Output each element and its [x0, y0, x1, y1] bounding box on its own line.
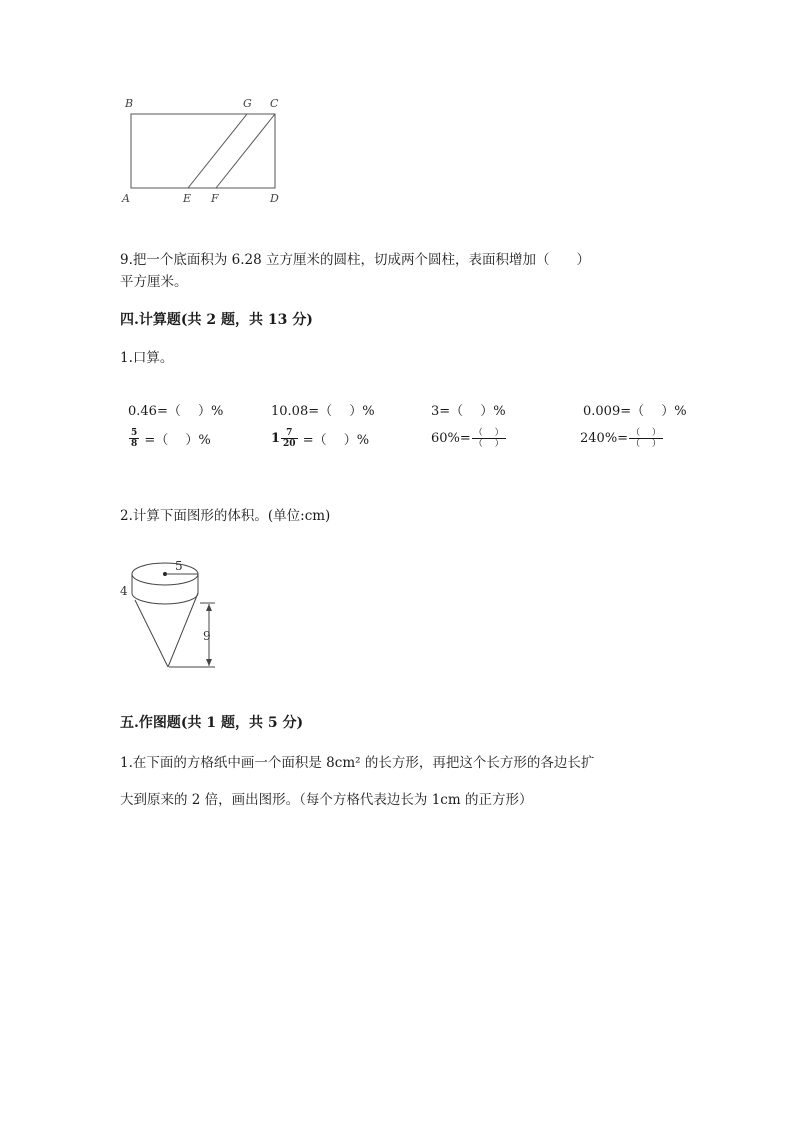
cylinder-height-label: 4	[120, 584, 128, 598]
section4-q2-title: 2.计算下面图形的体积。(单位:cm)	[120, 508, 331, 524]
label-c: C	[270, 97, 279, 110]
segment-eg	[188, 114, 247, 188]
rectangle-abcd	[131, 114, 275, 188]
segment-fc	[216, 114, 275, 188]
calc-five-eighths: $\frac{5}{8}$ =（ ）%	[131, 428, 211, 449]
q9-line2: 平方厘米。	[120, 274, 188, 290]
label-d: D	[270, 192, 279, 205]
section4-title: 四.计算题(共 2 题，共 13 分)	[120, 312, 313, 328]
label-f: F	[211, 192, 219, 205]
calc-one-seven-twentieths: 1 $\frac{7}{20}$ =（ ）%	[271, 428, 370, 449]
section5-q1-line1: 1.在下面的方格纸中画一个面积是 8cm² 的长方形，再把这个长方形的各边长扩	[120, 755, 595, 771]
calc-240-percent: 240%= $\frac{( )}{( )}$	[580, 428, 661, 449]
fraction-seven-twentieths: $\frac{7}{20}$	[283, 428, 296, 449]
label-e: E	[183, 192, 192, 205]
section5-title: 五.作图题(共 1 题，共 5 分)	[120, 715, 304, 731]
cone-left-edge	[135, 600, 168, 667]
dim-arrow-up	[206, 604, 212, 611]
calc-0-009: 0.009=（ ）%	[583, 404, 687, 419]
fraction-five-eighths: $\frac{5}{8}$	[131, 428, 138, 449]
dim-arrow-down	[206, 659, 212, 666]
cylinder-bottom-arc	[132, 593, 198, 604]
fraction-blank-60: $\frac{( )}{( )}$	[473, 428, 504, 449]
fraction-blank-240: $\frac{( )}{( )}$	[631, 428, 661, 449]
calc-60-percent: 60%= $\frac{( )}{( )}$	[431, 428, 504, 449]
calc-0-46: 0.46=（ ）%	[128, 404, 224, 419]
rectangle-parallelogram-figure	[115, 92, 295, 210]
label-a: A	[122, 192, 130, 205]
label-b: B	[125, 97, 134, 110]
calc-3: 3=（ ）%	[431, 404, 506, 419]
label-g: G	[243, 97, 252, 110]
section4-q1-title: 1.口算。	[120, 350, 174, 366]
cylinder-cone-figure	[115, 550, 235, 675]
section5-q1-line2: 大到原来的 2 倍，画出图形。（每个方格代表边长为 1cm 的正方形）	[120, 792, 533, 808]
q9-line1: 9.把一个底面积为 6.28 立方厘米的圆柱，切成两个圆柱，表面积增加（ ）	[120, 252, 591, 268]
calc-10-08: 10.08=（ ）%	[271, 404, 375, 419]
radius-label: 5	[175, 559, 183, 573]
cone-height-label: 9	[203, 629, 211, 643]
